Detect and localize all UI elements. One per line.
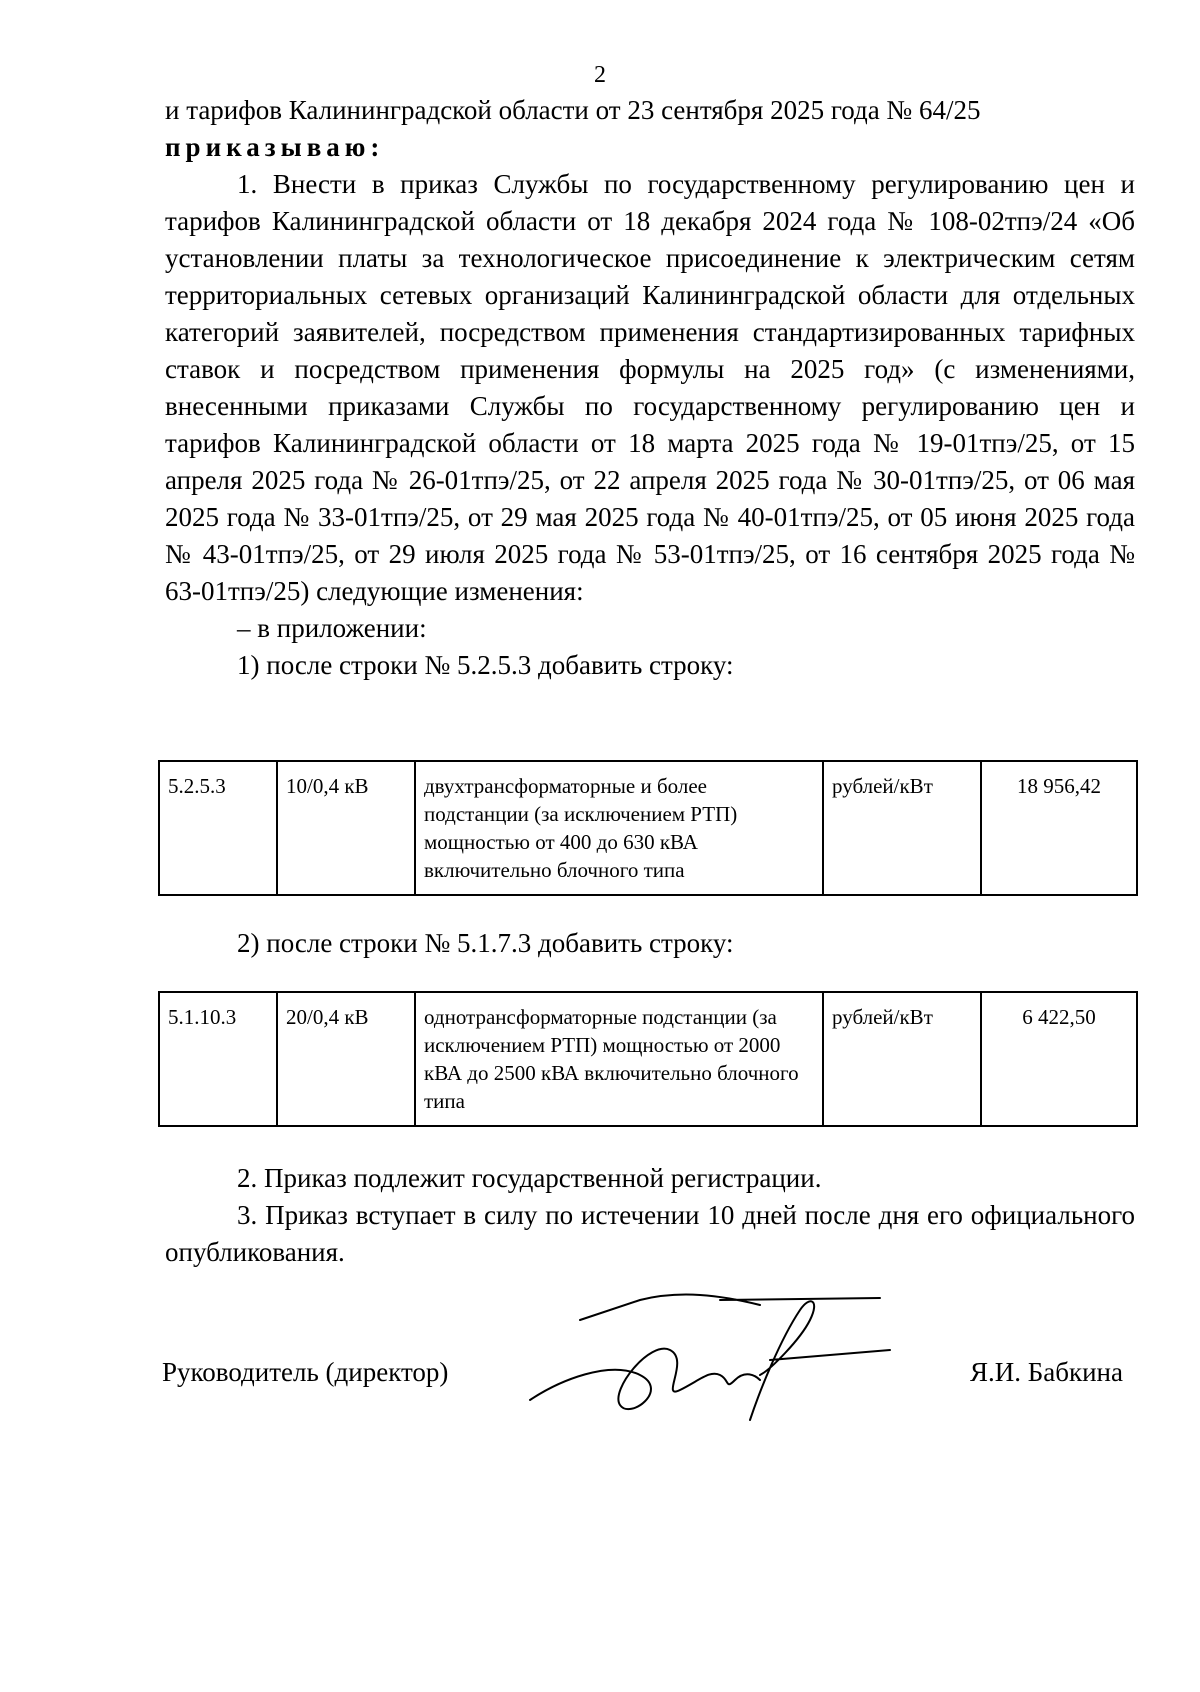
signatory-name: Я.И. Бабкина [970, 1357, 1123, 1387]
table2-code: 5.1.10.3 [159, 992, 277, 1126]
table-1 [158, 760, 1138, 896]
table-row [159, 761, 1137, 895]
table-2 [158, 991, 1138, 1127]
table2-description: однотрансформаторные подстанции (за исключением РТП) мощностью от 2000 кВА до 2500 кВА включительно блочного типа [415, 992, 823, 1126]
table2-unit: рублей/кВт [823, 992, 981, 1126]
document-body [165, 92, 1135, 684]
paragraph-2: 2. Приказ подлежит государственной регистрации. [237, 1163, 822, 1193]
item-1: 1) после строки № 5.2.5.3 добавить строку: [237, 650, 734, 680]
handwritten-signature [520, 1280, 900, 1430]
table2-value: 6 422,50 [981, 992, 1137, 1126]
table2-voltage: 20/0,4 кВ [277, 992, 415, 1126]
paragraph-1: 1. Внести в приказ Службы по государственному регулированию цен и тарифов Калининградской области от 18 декабря 2024 года № 108-02тпэ/24 «Об установлении платы за технологическое присоединение к электрическим сетям территориальных сетевых организаций Калининградской области для отдельных категорий заявителей, посредством применения стандартизированных тарифных ставок и посредством применения формулы на 2025 год» (с изменениями, внесенными приказами Службы по государственному регулированию цен и тарифов Калининградской области от 18 марта 2025 года № 19-01тпэ/25, от 15 апреля 2025 года № 26-01тпэ/25, от 22 апреля 2025 года № 30-01тпэ/25, от 06 мая 2025 года № 33-01тпэ/25, от 29 мая 2025 года № 40-01тпэ/25, от 05 июня 2025 года № 43-01тпэ/25, от 29 июля 2025 года № 53-01тпэ/25, от 16 сентября 2025 года № 63-01тпэ/25) следующие изменения: [165, 169, 1135, 606]
table1-unit: рублей/кВт [823, 761, 981, 895]
order-word: приказываю: [165, 132, 385, 162]
table1-description: двухтрансформаторные и более подстанции (за исключением РТП) мощностью от 400 до 630 кВА включительно блочного типа [415, 761, 823, 895]
signatory-position: Руководитель (директор) [162, 1357, 449, 1387]
page-number: 2 [594, 62, 606, 88]
closing-paragraphs [165, 1160, 1135, 1271]
table1-code: 5.2.5.3 [159, 761, 277, 895]
intro-line: и тарифов Калининградской области от 23 сентября 2025 года № 64/25 [165, 95, 981, 125]
table-row [159, 992, 1137, 1126]
table1-value: 18 956,42 [981, 761, 1137, 895]
paragraph-3: 3. Приказ вступает в силу по истечении 10 дней после дня его официального опубликования. [165, 1200, 1135, 1267]
table1-voltage: 10/0,4 кВ [277, 761, 415, 895]
item-2: 2) после строки № 5.1.7.3 добавить строку: [237, 928, 734, 958]
appendix-line: – в приложении: [237, 613, 427, 643]
